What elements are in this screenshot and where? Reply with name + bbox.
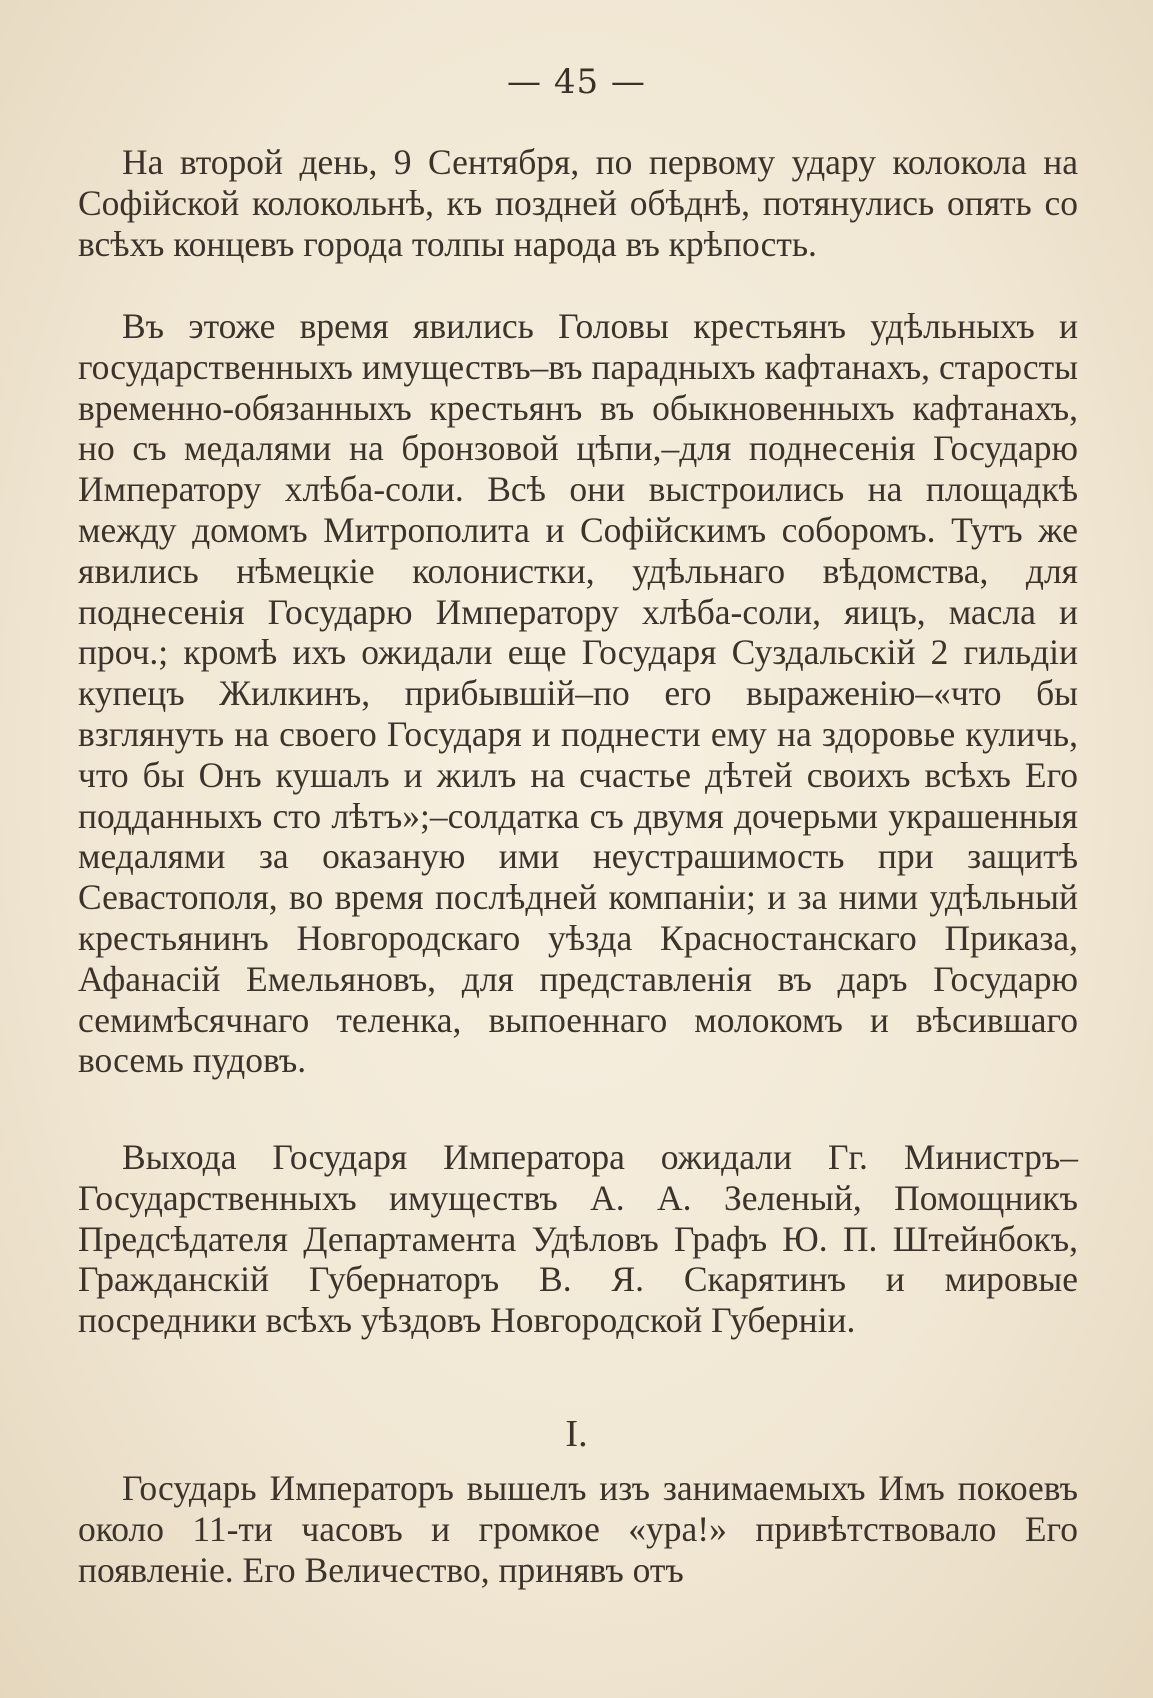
paragraph-4: Государь Императоръ вышелъ изъ занимаемыхъ Имъ покоевъ около 11-ти часовъ и громкое «ура!» привѣтствовало Его появленіе. Его Величество, принявъ отъ bbox=[78, 1468, 1078, 1590]
page-number: — 45 — bbox=[507, 62, 646, 102]
paragraph-4-container bbox=[78, 1468, 1078, 1590]
paragraph-3: Выхода Государя Императора ожидали Гг. Министръ–Государственныхъ имуществъ А. А. Зеленый, Помощникъ Предсѣдателя Департамента Удѣловъ Графъ Ю. П. Штейнбокъ, Гражданскій Губернаторъ В. Я. Скарятинъ и мировые посредники всѣхъ уѣздовъ Новгородской Губерніи. bbox=[78, 1137, 1078, 1341]
paragraph-3-container bbox=[78, 1137, 1078, 1341]
paragraph-2-container bbox=[78, 306, 1078, 1081]
section-heading: I. bbox=[565, 1413, 588, 1455]
paragraph-1-container bbox=[78, 142, 1078, 264]
paragraph-2: Въ этоже время явились Головы крестьянъ удѣльныхъ и государственныхъ имуществъ–въ парадныхъ кафтанахъ, старосты временно-обязанныхъ крестьянъ въ обыкновенныхъ кафтанахъ, но съ медалями на бронзовой цѣпи,–для поднесенія Государю Императору хлѣба-соли. Всѣ они выстроились на площадкѣ между домомъ Митрополита и Софійскимъ соборомъ. Тутъ же явились нѣмецкіе колонистки, удѣльнаго вѣдомства, для поднесенія Государю Императору хлѣба-соли, яицъ, масла и проч.; кромѣ ихъ ожидали еще Государя Суздальскій 2 гильдіи купецъ Жилкинъ, прибывшій–по его выраженію–«что бы взглянуть на своего Государя и поднести ему на здоровье куличь, что бы Онъ кушалъ и жилъ на счастье дѣтей своихъ всѣхъ Его подданныхъ сто лѣтъ»;–солдатка съ двумя дочерьми украшенныя медалями за оказаную ими неустрашимость при защитѣ Севастополя, во время послѣдней компаніи; и за ними удѣльный крестьянинъ Новгородскаго уѣзда Красностанскаго Приказа, Афанасій Емельяновъ, для представленія въ даръ Государю семимѣсячнаго теленка, выпоеннаго молокомъ и вѣсившаго восемь пудовъ. bbox=[78, 306, 1078, 1081]
paragraph-1: На второй день, 9 Сентября, по первому удару колокола на Софійской колокольнѣ, къ поздней обѣднѣ, потянулись опять со всѣхъ концевъ города толпы народа въ крѣпость. bbox=[78, 142, 1078, 264]
